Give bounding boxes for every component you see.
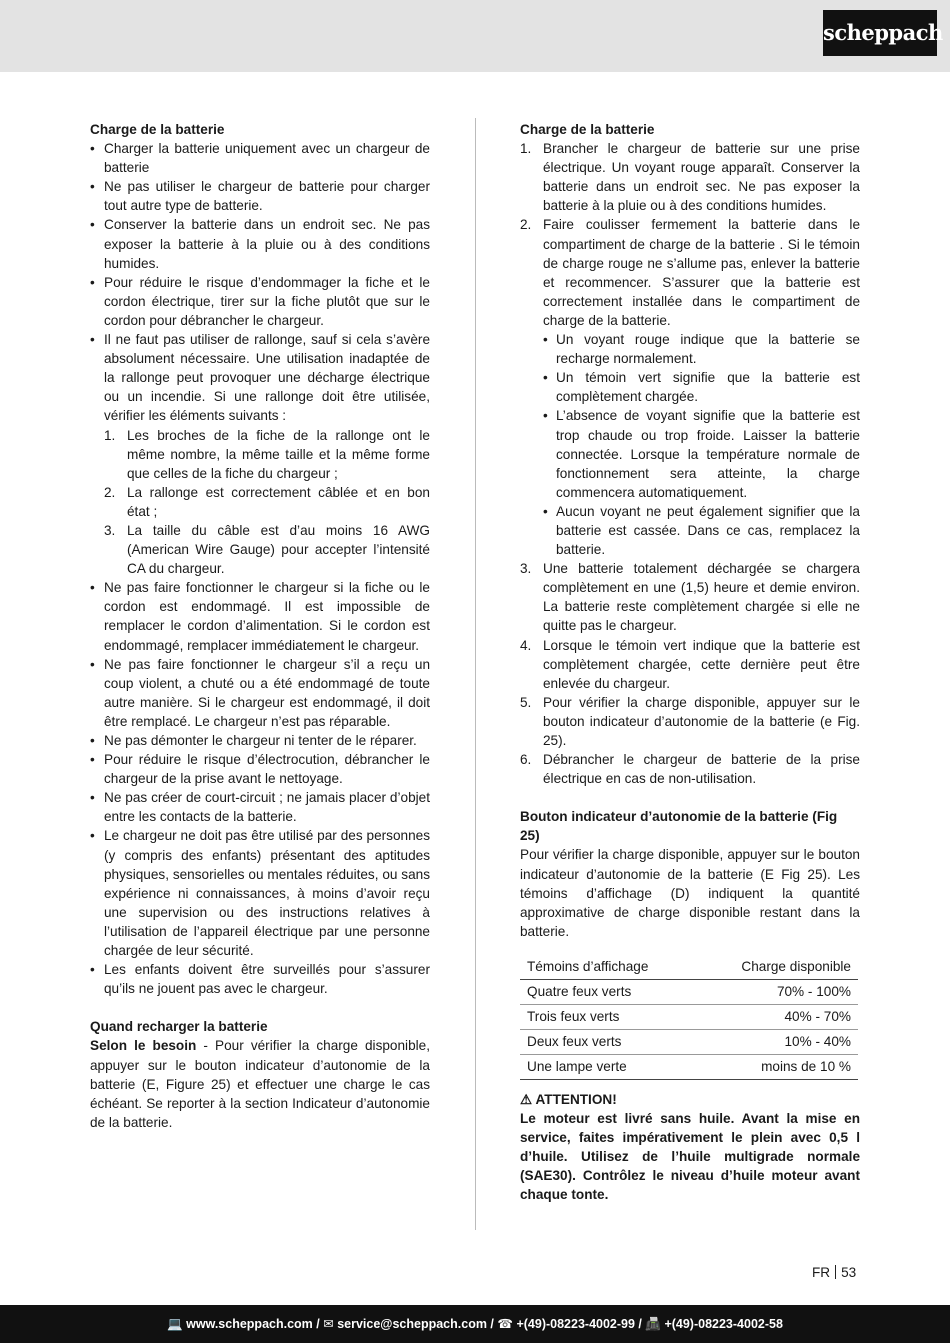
step-item: 1. Brancher le chargeur de batterie sur une prise électrique. Un voyant rouge apparaît. Conserver la batterie dans un endroit sec. Ne pas exposer la batterie à la pluie ou à des conditions humides. <box>520 141 860 214</box>
when-recharge-text <box>90 1036 430 1131</box>
list-item: • Charger la batterie uniquement avec un chargeur de batterie <box>90 139 430 177</box>
attention-block <box>520 1090 860 1205</box>
extension-checklist <box>104 426 430 579</box>
table-row <box>520 979 858 1004</box>
list-item: • Pour réduire le risque d’endommager la fiche et le cordon électrique, tirer sur la fiche plutôt que sur le cordon pour débrancher le chargeur. <box>90 273 430 330</box>
header-bar <box>0 0 950 72</box>
list-item-text: La taille du câble est d’au moins 16 AWG (American Wire Gauge) pour accepter l’intensité CA du chargeur. <box>127 522 430 577</box>
footer-phone: +(49)-08223-4002-99 / <box>516 1317 642 1331</box>
attention-title: ⚠ ATTENTION! <box>520 1091 617 1107</box>
safety-list <box>90 139 430 998</box>
list-item: • Le chargeur ne doit pas être utilisé par des personnes (y compris des enfants) présentant des aptitudes physiques, sensorielles ou mentales réduites, ou sans expérience ni connaissances, à moins d’avoir reçu une supervision ou des instructions relatives à l’utilisation de l’appareil électrique par une personne chargée de leur sécurité. <box>90 826 430 960</box>
step-text: Lorsque le témoin vert indique que la batterie est complètement chargée, cette dernière peut être enlevée du chargeur. <box>543 637 860 691</box>
list-item: • L’absence de voyant signifie que la batterie est trop chaude ou trop froide. Laisser la batterie connectée. Lorsque la température normale de fonctionnement sera atteinte, la charge commencera automatiquement. <box>543 406 860 501</box>
table-cell: moins de 10 % <box>697 1054 858 1079</box>
when-recharge-lead: Selon le besoin <box>90 1038 197 1054</box>
footer-bar <box>0 1305 950 1343</box>
table-cell: Trois feux verts <box>520 1004 697 1029</box>
table-header-row <box>520 955 858 980</box>
list-item: 3. La taille du câble est d’au moins 16 AWG (American Wire Gauge) pour accepter l’intensité CA du chargeur. <box>104 522 430 577</box>
page-number <box>812 1265 856 1280</box>
section-title-when-recharge: Quand recharger la batterie <box>90 1019 268 1035</box>
list-item: • Ne pas faire fonctionner le chargeur si la fiche ou le cordon est endommagé. Il est impossible de remplacer le cordon d’alimentation. Si le cordon est endommagé, remplacer immédiatement le chargeur. <box>90 578 430 654</box>
list-item: • Pour réduire le risque d’électrocution, débrancher le chargeur de la prise avant le nettoyage. <box>90 750 430 788</box>
step-item: 3. Une batterie totalement déchargée se chargera complètement en une (1,5) heure et demie environ. La batterie reste complètement chargée si elle ne quitte pas le chargeur. <box>520 561 860 634</box>
table-cell: 10% - 40% <box>697 1029 858 1054</box>
left-column <box>90 120 430 1132</box>
list-item: • Ne pas utiliser le chargeur de batterie pour charger tout autre type de batterie. <box>90 177 430 215</box>
step-item: 6. Débrancher le chargeur de batterie de la prise électrique en cas de non-utilisation. <box>520 752 860 787</box>
indicator-button-text: Pour vérifier la charge disponible, appuyer sur le bouton indicateur d’autonomie de la batterie (E Fig 25). Les témoins d’affichage (D) indiquent la quantité approximative de charge disponible restant dans la batterie. <box>520 847 860 939</box>
list-item: 2. La rallonge est correctement câblée et en bon état ; <box>104 484 430 519</box>
step-text: Débrancher le chargeur de batterie de la prise électrique en cas de non-utilisation. <box>543 752 860 787</box>
section-title-charge-steps: Charge de la batterie <box>520 122 655 137</box>
step-item: 5. Pour vérifier la charge disponible, appuyer sur le bouton indicateur d’autonomie de la batterie (e Fig. 25). <box>520 694 860 748</box>
page-lang: FR <box>812 1265 831 1280</box>
indicator-list <box>543 330 860 559</box>
table-row <box>520 1054 858 1079</box>
list-item: • Un voyant rouge indique que la batterie se recharge normalement. <box>543 330 860 368</box>
table-cell: 40% - 70% <box>697 1004 858 1029</box>
extension-cord-text: Il ne faut pas utiliser de rallonge, sauf si cela s’avère absolument nécessaire. Une utilisation inadaptée de la rallonge peut provoquer une décharge électrique ou un incendie. Si une rallonge doit être utilisée, vérifier les éléments suivants : <box>104 332 430 424</box>
list-item: • Ne pas créer de court-circuit ; ne jamais placer d’objet entre les contacts de la batterie. <box>90 788 430 826</box>
step-text: Une batterie totalement déchargée se chargera complètement en une (1,5) heure et demie environ. La batterie reste complètement chargée si elle ne quitte pas le chargeur. <box>543 561 860 634</box>
mail-icon: ✉ <box>323 1317 334 1331</box>
list-item: • Aucun voyant ne peut également signifier que la batterie est cassée. Dans ce cas, remplacez la batterie. <box>543 502 860 559</box>
step-text: Pour vérifier la charge disponible, appuyer sur le bouton indicateur d’autonomie de la batterie (e Fig. 25). <box>543 694 860 748</box>
page-num: 53 <box>841 1265 857 1280</box>
table-row <box>520 1004 858 1029</box>
section-title-indicator-button: Bouton indicateur d’autonomie de la batterie (Fig 25) <box>520 809 838 844</box>
footer-website[interactable]: www.scheppach.com / <box>186 1317 320 1331</box>
section-title-charge: Charge de la batterie <box>90 122 225 137</box>
table-row <box>520 1029 858 1054</box>
list-item-text: Les broches de la fiche de la rallonge ont le même nombre, la même taille et la même forme que celles de la fiche du chargeur ; <box>127 427 430 481</box>
brand-logo: scheppach <box>823 10 937 56</box>
right-column <box>520 120 860 1205</box>
column-divider <box>475 118 476 1230</box>
step-text: Faire coulisser fermement la batterie dans le compartiment de charge de la batterie . Si le témoin de charge rouge ne s’allume pas, enlever la batterie et recommencer. S’assurer que la batterie est correctement installée dans le compartiment de charge de la batterie. <box>543 217 860 328</box>
list-item-text: La rallonge est correctement câblée et en bon état ; <box>127 484 430 519</box>
table-cell: Quatre feux verts <box>520 979 697 1004</box>
charge-level-table <box>520 955 858 1080</box>
step-item: 2. Faire coulisser fermement la batterie dans le compartiment de charge de la batterie . Si le témoin de charge rouge ne s’allume pas, enlever la batterie et recommencer. S’assurer que la batterie est correctement installée dans le compartiment de charge de la batterie. • Un voyant rouge indique que la batterie se recharge normalement. • Un témoin vert signifie que la batterie est complètement chargée. • L’absence de voyant signifie que la batterie est trop chaude ou trop froide. Laisser la batterie connectée. Lorsque la température normale de fonctionnement sera atteinte, la charge commencera automatiquement. • Aucun voyant ne peut également signifier que la batterie est cassée. Dans ce cas, remplacez la batterie. <box>520 215 860 559</box>
list-item <box>90 330 430 578</box>
charge-steps <box>520 139 860 788</box>
computer-icon: 💻 <box>167 1317 183 1331</box>
fax-icon: 📠 <box>645 1317 661 1331</box>
list-item: • Ne pas faire fonctionner le chargeur s’il a reçu un coup violent, a chuté ou a été endommagé de toute autre manière. Si le chargeur est endommagé, il doit être remplacé. Le chargeur n’est pas réparable. <box>90 655 430 731</box>
when-recharge-body: - Pour vérifier la charge disponible, appuyer sur le bouton indicateur d’autonomie de la batterie (E, Figure 25) et effectuer une charge le cas échéant. Se reporter à la section Indicateur d’autonomie de la batterie. <box>90 1038 430 1130</box>
list-item: • Les enfants doivent être surveillés pour s’assurer qu’ils ne jouent pas avec le chargeur. <box>90 960 430 998</box>
list-item: • Un témoin vert signifie que la batterie est complètement chargée. <box>543 368 860 406</box>
phone-icon: ☎ <box>497 1317 513 1331</box>
list-item: • Ne pas démonter le chargeur ni tenter de le réparer. <box>90 731 430 750</box>
step-text: Brancher le chargeur de batterie sur une prise électrique. Un voyant rouge apparaît. Conserver la batterie dans un endroit sec. Ne pas exposer la batterie à la pluie ou à des conditions humides. <box>543 141 860 214</box>
footer-fax: +(49)-08223-4002-58 <box>664 1317 783 1331</box>
step-item: 4. Lorsque le témoin vert indique que la batterie est complètement chargée, cette dernière peut être enlevée du chargeur. <box>520 637 860 691</box>
table-cell: Deux feux verts <box>520 1029 697 1054</box>
table-cell: Une lampe verte <box>520 1054 697 1079</box>
footer-email[interactable]: service@scheppach.com / <box>337 1317 494 1331</box>
table-header: Charge disponible <box>697 955 858 980</box>
table-cell: 70% - 100% <box>697 979 858 1004</box>
table-header: Témoins d’affichage <box>520 955 697 980</box>
attention-text: Le moteur est livré sans huile. Avant la mise en service, faites impérativement le plein avec 0,5 l d’huile. Utilisez de l’huile multigrade normale (SAE30). Contrôlez le niveau d’huile moteur avant chaque tonte. <box>520 1111 860 1203</box>
list-item: 1. Les broches de la fiche de la rallonge ont le même nombre, la même taille et la même forme que celles de la fiche du chargeur ; <box>104 427 430 481</box>
list-item: • Conserver la batterie dans un endroit sec. Ne pas exposer la batterie à la pluie ou à des conditions humides. <box>90 215 430 272</box>
